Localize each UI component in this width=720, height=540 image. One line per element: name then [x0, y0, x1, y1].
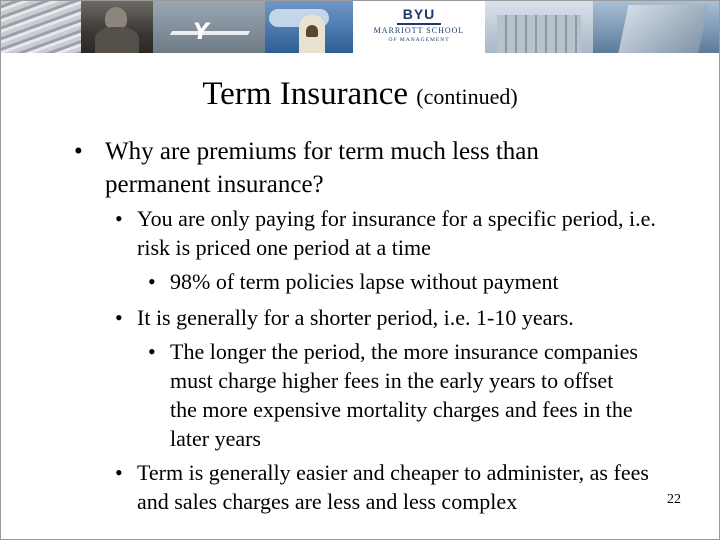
- logo-mgmt-text: OF MANAGEMENT: [388, 37, 450, 43]
- banner-photo-bell-tower: [265, 1, 353, 53]
- bullet-level2: [115, 303, 657, 332]
- bullet-level3: [148, 267, 640, 296]
- byu-marriott-logo: [353, 1, 485, 53]
- y-logo-icon: Y: [193, 20, 207, 45]
- bullet-glyph: •: [148, 339, 156, 364]
- bullet-level3: [148, 337, 640, 453]
- slide-title: [1, 73, 719, 118]
- banner-photo-building: [485, 1, 593, 53]
- bullet-level2: [115, 204, 657, 262]
- header-banner: [1, 1, 719, 53]
- bullet-text: The longer the period, the more insurance companies must charge higher fees in the early years to offset the more expensive mortality charges and fees in the later years: [170, 339, 638, 451]
- bullet-level1: [74, 135, 641, 201]
- bell-icon: [306, 25, 318, 37]
- bullet-text: It is generally for a shorter period, i.e. 1-10 years.: [137, 305, 574, 330]
- bullet-text: Why are premiums for term much less than permanent insurance?: [105, 138, 539, 198]
- bullet-text: You are only paying for insurance for a specific period, i.e. risk is priced one period at a time: [137, 206, 656, 260]
- logo-byu-text: BYU: [402, 6, 436, 22]
- logo-divider: [397, 23, 441, 25]
- statue-body: [95, 27, 139, 53]
- bullet-glyph: •: [148, 269, 156, 294]
- bullet-glyph: •: [115, 305, 123, 330]
- bullet-text: 98% of term policies lapse without payment: [170, 269, 559, 294]
- bullet-text: Term is generally easier and cheaper to administer, as fees and sales charges are less and less complex: [137, 460, 649, 514]
- page-number: 22: [667, 492, 681, 507]
- banner-photo-columns: [1, 1, 81, 53]
- slide-title-sub: (continued): [416, 84, 518, 109]
- logo-school-text: MARRIOTT SCHOOL: [373, 26, 465, 35]
- bullet-glyph: •: [115, 460, 123, 485]
- modern-building: [617, 5, 708, 53]
- y-swoosh: [170, 31, 250, 35]
- slide-title-main: Term Insurance: [202, 76, 408, 112]
- bullet-glyph: •: [74, 138, 83, 165]
- banner-photo-y-logo: [153, 1, 265, 53]
- banner-photo-statue: [81, 1, 153, 53]
- building-facade: [497, 15, 581, 53]
- banner-photo-modern-building: [593, 1, 719, 53]
- bullet-glyph: •: [115, 206, 123, 231]
- bullet-level2: [115, 458, 657, 516]
